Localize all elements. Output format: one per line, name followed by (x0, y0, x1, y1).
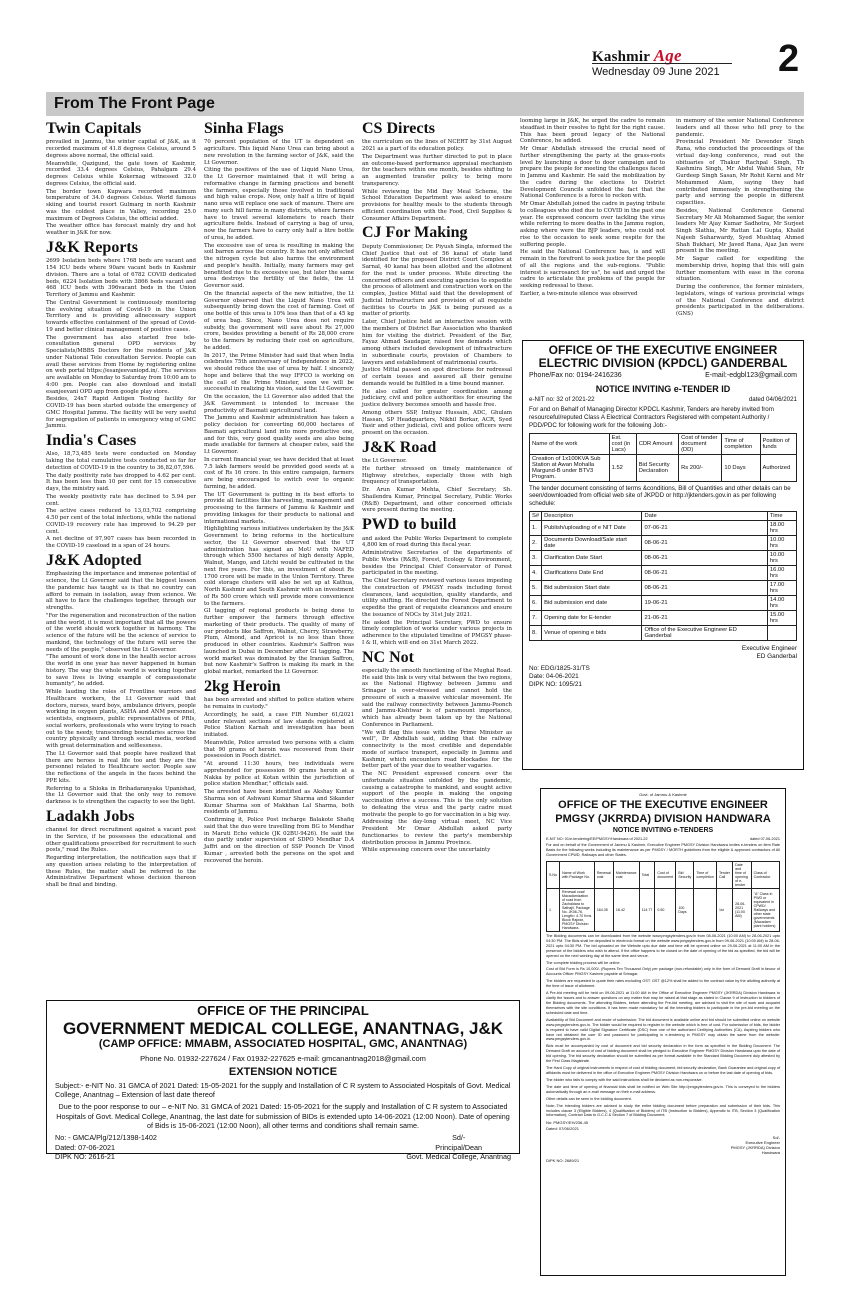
article-paragraph: GI tagging of regional products is being done to further empower the farmers through effective marketing of their products. The quality of many of our products like Saffron, Walnut, Cherry, Strawberry, Plum, Almond, and Apricot is no less than those produced in other countries. Kashmir's Saffron was launched in Dubai in December after GI tagging. The world market was dominated by the Iranian Saffron, but now Kashmir's Saffron is making its mark in the global market, remarked the Lt Governor. (204, 608, 354, 676)
table-cell: S.No (547, 861, 560, 888)
article-paragraph: A net decline of 97,907 cases has been recorded in the COVID-19 caseload in a span of 24 hours. (46, 536, 196, 550)
article-paragraph: "The amount of work done in the health sector across the world in one year has never happened in human history. The way the whole world is working together to save lives is living example of compassionate humanity", he added. (46, 654, 196, 688)
article-paragraph: Mr Omar Abdullah stressed the crucial need of further strengthening the party at the grass-roots level by launching a door to door campaign and to prepare the people for meeting the challenges faced in Jammu and Kashmir. He said the mobilization by the cadre during the elections to District Development Councils unfolded the fact that the National Conference is a force to reckon with. (520, 146, 665, 200)
article-paragraph: The Lt Governor said that people have realized that there are heroes in real life too and they are the personnel related to Healthcare sector. People saw the reflections of the angels in the faces behind the PPE kits. (46, 750, 196, 784)
table-cell: 164.35 (594, 888, 613, 931)
article-paragraph: In current financial year, we have decided that at least 7.5 lakh farmers would be provided good seeds at a cost of Rs 16 crore. In this entire campaign, farmers are being encouraged to switch over to organic farming, he added. (204, 456, 354, 490)
table-row (530, 520, 797, 535)
gmc-extension-notice (46, 1000, 520, 1162)
gmc-title-1: OFFICE OF THE PRINCIPAL (197, 1003, 369, 1018)
pmgsy-nit-no: E-NIT NO: 01/e-tendering/EE/PMGSY/Handwara of 2021-22 (546, 837, 648, 842)
article-paragraph: "We will flag this issue with the Prime Minister as well", Dr Abdullah said, adding that the railway connectivity is the most credible and dependable mode of surface transport, especially in Jammu and Kashmir, which encounters road blockades for the better part of the year due to weather vagaries. (362, 729, 512, 770)
table-row (530, 625, 797, 640)
table-cell: Clarifications Date End (542, 565, 642, 580)
article-paragraph: Emphasizing the importance and immense potential of science, the Lt Governor said that the biggest lesson the pandemic has taught us is that no country can afford to remain in isolation, away from science. We all have to face the challenges together, through our strengths. (46, 571, 196, 612)
article-paragraph: The Jammu and Kashmir administration has taken a policy decision for converting 60,000 hectares of Basmati agricultural land into more productive one, and for this, very good quality seeds are also being made available for farmers at cheaper rates, said the Lt Governor. (204, 415, 354, 456)
article-paragraph: The weekly positivity rate has declined to 5.94 per cent. (46, 493, 196, 507)
article-paragraph: While lauding the roles of Frontline warriors and Healthcare workers, the Lt Governor said that doctors, nurses, ward boys, ambulance drivers, people working in oxygen plants, ASHA and ANM personnel, scientists, engineers, public representatives of PRIs, social workers, professionals who were trying to reach out to the needy, transcending boundaries across the country physically and through social media, worked with great determination and selflessness. (46, 689, 196, 750)
article-paragraph: Later, Chief Justice held an interactive session with the members of District Bar Association who thanked him for visiting the district. President of the Bar, Fayaz Ahmad Saudagar, raised few demands which among others included development of infrastructure in subordinate courts, provision of Chambers to lawyers and establishment of matrimonial courts. (362, 319, 512, 366)
article-headline: CJ For Making (362, 224, 468, 242)
pmgsy-term: Note:-The intending bidders are advised to study the entire bidding document before preparation and submission of their bids. This includes clause 3 (Eligible Bidders), 4 (Qualification of Bidders) of ITB (Instruction to Bidders), Appendix to ITB, Section 3 (Qualification Information), Contract Data to G.C.C & Section 7 of Bidding Document. (546, 1103, 780, 1118)
table-cell: Bid Security Declaration (636, 454, 678, 481)
pmgsy-signature (546, 1135, 780, 1156)
kpdcl-sign-2: ED Ganderbal (756, 653, 797, 661)
table-cell: 1.52 (609, 454, 636, 481)
pmgsy-term: The bidder who fails to comply with the said instructions shall be declared as non-responsive. (546, 1077, 703, 1082)
pmgsy-terms (546, 934, 780, 1118)
table-cell: Creation of 1x100KVA Sub Station at Awan Mohalla Margund-B under BTV3 Program. (530, 454, 610, 481)
article-paragraph: The government has also started free tele-consultation general OPD services by Specialists/MBBS Doctors for the residents of J&K under National Tele consultation Service. People can avail these services from Home by registering online on web portal https://esanjeevaniopd.in/. The services are available on Monday to Saturday from 10:00 am to 4:00 pm. People can also download and install esanjeevani OPD app from google play store. (46, 334, 197, 395)
article-paragraph: The excessive use of urea is resulting in making the soil barren across the country. It has not only affected the nitrogen cycle but also harms the environment and people's health. Initially, many farmers may get benefitted due to its excessive use, but later the same urea destroys the fertility of the fields, the Lt Governor said. (204, 242, 354, 290)
table-row (547, 888, 780, 931)
masthead-rule (592, 63, 732, 64)
table-row (530, 595, 797, 610)
table-cell: Opening date for E-tender (542, 610, 642, 625)
article-paragraph: He also called for greater coordination among judiciary, civil and police authorities for ensuring the justice delivery becomes smooth and hassle free. (362, 388, 512, 409)
article-paragraph: channel for direct recruitment against a vacant post in the Service, if he possesses the educational and other qualifications prescribed for recruitment to such posts," read the Rules. (46, 827, 196, 854)
table-cell: 5. (530, 580, 542, 595)
table-cell: 1st (717, 888, 733, 931)
table-cell: Bid submission Start date (542, 580, 642, 595)
table-cell: Class of Contractor (751, 861, 779, 888)
table-cell: 28-06-2021 (11:00 AM) (733, 888, 752, 931)
article-paragraph: Meanwhile, Qazigund, the gate town of Kashmir, recorded 33.4 degrees Celsius, Pahalgam 29.4 degrees Celsius while Kokernag witnessed 32.0 degrees Celsius, the official said. (46, 160, 196, 187)
article-paragraph: The arrested have been identified as Akshay Kumar Sharma son of Ashwani Kumar Sharma and Sikander Kumar Sharma son of Makkhan Lal Sharma, both residents of Jammu. (204, 789, 354, 816)
page-number: 2 (778, 38, 800, 80)
kpdcl-tender-notice (522, 340, 804, 770)
table-cell: 18.42 (613, 888, 639, 931)
article-paragraph: prevailed in Jammu, the winter capital of J&K, as it recorded maximum of 41.8 degrees Celsius, around 5 degrees above normal, the official said. (46, 139, 196, 159)
gmc-date: Dated: 07-06-2021 (55, 1142, 115, 1152)
signature-line: Handwara (761, 1150, 780, 1156)
gmc-no: No: - GMCA/Plg/212/1398-1402 (55, 1133, 157, 1143)
article-paragraph: During the conference, the former ministers, legislators, wings of various provincial wings of the National Conference and district presidents participated in the deliberations. (GNS) (676, 284, 804, 317)
article-paragraph: Accordingly, he said, a case FIR Number 61/2021 under relevant sections of law stands registered at Police Station Karnah and investigation has been initiated. (204, 711, 354, 739)
table-cell: Bid submission end date (542, 595, 642, 610)
article-paragraph: Besides, National Conference General Secretary Mr Ali Mohammed Sagar, the senior leaders Mr Ajay Kumar Sadhotra, Mr Surjeet Singh Slathia, Mr Rattan Lal Gupta, Khalid Najeeb Suharwardy, Syed Mushtaq Ahmed Shah Bukhari, Mr Javed Rana, Ajaz Jan were present in the meeting. (676, 207, 804, 255)
article-paragraph: The Department was further directed to put in place an outcome-based performance appraisal mechanism for the teachers within one month, besides shifting to an augmented transfer policy to bring more transparency. (362, 153, 512, 187)
article-headline: India's Cases (46, 432, 137, 450)
article-paragraph: Provincial President Mr Devender Singh Rana, who conducted the proceedings of the virtual day-long conference, read out the obituaries of Thakur Rachpal Singh, Th Kashmira Singh, Mr Abdul Wahid Shan, Mr Gurdeep Singh Sasan, Mr Rohit Kerni and Mr Mohammed Alam, saying they had contributed immensely in strengthening the party and serving the people in different capacities. (676, 139, 804, 206)
table-cell: 19-06-21 (642, 595, 767, 610)
article-paragraph: The NC President expressed concern over the unfortunate situation unfolded by the pandemic, causing a catastrophe to mankind, and sought active support of the people in making the ongoing vaccination drive a success. This is the only solution to defeating the virus and the party cadre must motivate the people to go for vaccination in a big way. (362, 771, 512, 818)
kpdcl-intro: For and on Behalf of Managing Director KPDCL Kashmir, Tenders are hereby invited from resourceful/reputed Class A Electrical Contractors Registered with competent Authority / PDD/PDC for following work for the following Job:- (529, 406, 774, 429)
table-cell: 7. (530, 610, 542, 625)
article-paragraph: looming large in J&K, he urged the cadre to remain steadfast in their resolve to fight for the right cause. This has been proud legacy of the National Conference, he added. (520, 118, 665, 145)
table-header-row (547, 861, 780, 888)
pmgsy-term: A Pre-bid meeting will be held on 09-06-2021 at 11:00 AM in the Office of Executive Engineer PMGSY (JKRRDA) Division Handwara to clarify the issues and to answer questions on any matter that may be raised at that stage as stated in Clause 9 of instruction to bidders of the Bidding documents. The attending Bidders, before attending the Pre-bid meeting, are advised to visit the site of work and acquaint themselves with the site conditions. It has been made mandatory for all the intending bidders to participate in the pre-bid meeting on the scheduled date and time. (546, 991, 780, 1015)
table-row (530, 550, 797, 565)
table-cell: 0.50 (655, 888, 676, 931)
article-paragraph: Also, 18,73,485 tests were conducted on Monday taking the total cumulative tests conducted so far for detection of COVID-19 in the country to 36,82,07,596. (46, 451, 196, 471)
table-cell: Total (639, 861, 655, 888)
article-paragraph: He further stressed on timely maintenance of Highway stretches, especially those with high frequency of transportation. (362, 465, 512, 486)
table-cell: Cost of tender document (DD) (679, 433, 722, 454)
pmgsy-term: The bidders are requested to quote their rates excluding GST. GST @12% shall be added to the contract value by the allotting authority at the time of issue of allotment. (546, 979, 780, 989)
table-cell: 07-06-21 (642, 520, 767, 535)
pmgsy-term: The Bidding documents can be downloaded from the website www.pmgsytenders.gov.in from 08-06-2021 (10:00 AM) to 28-06-2021 upto 04:30 PM. The Bids shall be deposited in electronic format on the website www.pmgsytenders.gov.in from 09-06-2021 (10:00 AM) to 28-06-2021 upto 04:30 PM. The bid uploaded on the Website upto due date and time will be opened online on 29-06-2021 at 11:00 AM in the presence of the bidders who wish to attend. If the office happens to be closed on the date of opening of the bid as specified, the bid will be opened on the next working day at the same time and venue. (546, 933, 780, 958)
table-header-row (530, 433, 797, 454)
signature-line: Sd/- (452, 1133, 466, 1143)
article-paragraph: Mr Sagar called for expediting the membership drive, hoping that this will gain further momentum with ease in the corona situation. (676, 256, 804, 283)
article-paragraph: Citing the positives of the use of Liquid Nano Urea, the Lt Governor maintained that it will bring a reformative change in farming practices and benefit the farmers, especially those involved in traditional and high value crops. Now, only half a litre of liquid nano urea will replace one sack of manure. There are many such hill farms in many districts, where farmers have to travel several kilometers to reach their agriculture fields. Instead of carrying a bag of urea, now the farmers have to carry only half a litre bottle of urea, he added. (204, 167, 354, 241)
article-headline: J&K Adopted (46, 551, 142, 569)
pmgsy-notice-title: NOTICE INVITING e-TENDERS (612, 827, 714, 835)
article-headline: PWD to build (362, 516, 457, 534)
article-paragraph: in memory of the senior National Conference leaders and all those who fell prey to the pandemic. (676, 118, 804, 138)
article-headline: CS Directs (362, 120, 436, 137)
kpdcl-dipk: DIPK NO: 1095/21 (529, 681, 582, 689)
article-paragraph: The UT Government is putting in its best efforts to provide all facilities like harvesting, management and processing to the farmers of Jammu & Kashmir and providing linkages for their products to national and international markets. (204, 491, 354, 525)
kpdcl-title-1: OFFICE OF THE EXECUTIVE ENGINEER (548, 343, 778, 357)
table-cell: 10.00 hrs (767, 535, 796, 550)
signature-line: PMGSY (JKRRDA) Division (730, 1145, 780, 1151)
table-cell (694, 888, 717, 931)
table-cell: 6. (530, 595, 542, 610)
pmgsy-title-2: PMGSY (JKRRDA) DIVISION HANDWARA (555, 813, 771, 826)
article-headline: 2kg Heroin (204, 677, 281, 695)
issue-date: Wednesday 09 June 2021 (592, 66, 720, 78)
article-headline: Sinha Flags (204, 120, 284, 137)
table-header-row (530, 511, 797, 520)
table-cell: Date and time of opening of e-tender (733, 861, 752, 888)
pmgsy-dipk: DIPK NO: 2689/21 (546, 1157, 580, 1163)
gmc-title-3: (CAMP OFFICE: MMABM, ASSOCIATED HOSPITAL, GMC, ANANTNAG) (98, 1038, 468, 1051)
table-cell: "A" Class in PWD or equivalent in CPWD/ Railways and other state governments (Macadam plant holders) (751, 888, 779, 931)
table-cell: 08-06-21 (642, 535, 767, 550)
masthead (592, 46, 762, 80)
kpdcl-nit-date: dated 04/06/2021 (748, 396, 797, 404)
pmgsy-date: Dated: 07/06/2021 (546, 1125, 579, 1131)
kpdcl-date: Date: 04-06-2021 (529, 672, 579, 680)
article-paragraph: Earlier, a two-minute silence was observed (520, 290, 638, 297)
table-cell: 10 Days (722, 454, 760, 481)
table-cell: 1 (547, 888, 560, 931)
signature-line: Sd/- (772, 1134, 780, 1140)
article-paragraph: especially the smooth functioning of the Mughal Road. He said this link is very vital between the two regions, as the National Highway between Jammu and Srinagar is over-stressed and cannot hold the pressure of such a massive vehicular movement. He said the railway connectivity between Jammu-Poonch and Jammu-Kishtwar is of paramount importance, which has already been taken up by the National Conference in Parliament. (362, 667, 512, 728)
kpdcl-docs-text: The tender document consisting of terms &conditions, Bill of Quantities and other details can be seen/downloaded from official web site of JKPDD or http://jktenders.gov.in as per following schedule: (529, 484, 791, 508)
table-cell: Authorized (760, 454, 797, 481)
article-paragraph: Addressing the day-long virtual meet, NC Vice President Mr Omar Abdullah asked party functionaries to review the party's membership distribution process in Jammu Province. (362, 819, 512, 846)
kpdcl-title-2: ELECTRIC DIVISION (KPDCL) GANDERBAL (538, 356, 788, 371)
kpdcl-notice-title: NOTICE INVITING e-TENDER ID (595, 384, 731, 395)
table-row (530, 454, 797, 481)
article-headline: J&K Road (362, 438, 437, 456)
article-paragraph: The Central Government is continuously monitoring the evolving situation of Covid-19 in the Union Territory and is providing allnecessary support towards effective containment of the spread of Covid-19 and better clinical management of positive cases. (46, 299, 196, 333)
pmgsy-title-1: OFFICE OF THE EXECUTIVE ENGINEER (558, 799, 768, 811)
pmgsy-term: The Hard Copy of original instruments in respect of cost of bidding document, bid security declaration, Bank Guarantee and original copy of affidavits must be delivered in the office of Executive Engineer PMGSY Division Handwara on or before the last date of opening of bids. (546, 1066, 780, 1075)
article-paragraph: Besides, 24x7 Rapid Antigen Testing facility for COVID-19 has been started outside the emergency of GMC Hospital Jammu. The facility will be very useful for segregation of patients in emergency wing of GMC Jammu. (46, 396, 196, 430)
table-cell: Time of completion (694, 861, 717, 888)
table-cell: 14.00 hrs (767, 595, 796, 610)
table-cell: Tender Call (717, 861, 733, 888)
article-paragraph: Administrative Secretaries of the departments of Public Works (R&B), Forest, Ecology & Environment, besides the Principal Chief Conservator of Forest participated in the meeting. (362, 550, 512, 577)
table-cell: Renewal cost (594, 861, 613, 888)
article-headline: NC Not (362, 648, 414, 666)
pmgsy-intro: For and on behalf of the Government of Jammu & Kashmir, Executive Engineer PMGSY Division Handwara invites e-tenders on Item Rate Basis for the following works including its maintenance as per PMGSY / MORTH guidelines from the eligible & approved contractors of All Government CPWD, Railways and other States. (546, 843, 780, 858)
gmc-contact: Phone No. 01932-227624 / Fax 01932-227625 e-mail: gmcanantnag2018@gmail.com (140, 1053, 426, 1063)
newspaper-logo: Kashmir Age (592, 46, 682, 65)
signature-line: Principal/Dean (435, 1142, 483, 1152)
article-paragraph: Deputy Commissioner, Dr. Piyush Singla, informed the Chief Justice that out of 56 kanal of state land identified for the proposed District Court Complex at Sarnal, 40 kanal has been allotted and the allotment for the rest is under process. While directing the concerned officers and executing agencies to expedite the process of allotment and construction work on the complex, Justice Mittal said that the development of Judicial Infrastructure and provision of all requisite facilities to Courts in J&K is being pursued as a matter of priority. (362, 243, 512, 318)
kpdcl-work-table (529, 433, 797, 482)
article-paragraph: On the financial aspects of the new initiative, the Lt Governor observed that the Liquid Nano Urea will subsequently bring down the cost of farming. Cost of one bottle of this urea is 10% less than that of a 45 kg of urea bag. Since, Nano Urea does not require subsidy, the government will save about Rs 27,000 crore, besides providing a benefit of Rs 28,000 crore to the farmers by reducing their cost on agriculture, he added. (204, 290, 354, 351)
table-cell: 10.00 hrs (767, 550, 796, 565)
table-cell: Time (767, 511, 796, 520)
table-cell: Renewal coat/ Macadamization of road from Zachaldara to Sathajil, Package No. JK06-76, Length= 4.70 Kms Block Rajwar, PMGSY Division Handwara. (560, 888, 595, 931)
table-cell: Est. cost (in Lacs) (609, 433, 636, 454)
gmc-body: Due to the poor response to our – e-NIT No. 31 GMCA of 2021 Dated: 15-05-2021 for the supply and Installation of C R system to Associated Hospitals of Govt. Medical College, Anantnag, the last date for submission of BIDs is extended upto 14-06-2021 (12:00 Noon). Date of opening of Bids is 15-06-2021 (12:00 Noon), all other terms and conditions shall remain same. (56, 1102, 510, 1131)
table-row (530, 565, 797, 580)
kpdcl-sign-1: Executive Engineer (741, 644, 797, 652)
table-cell: Bid Security (676, 861, 694, 888)
gmc-dipk: DIPK NO: 2616-21 (55, 1152, 115, 1162)
table-row (530, 535, 797, 550)
table-cell: 15.00 hrs (767, 610, 796, 625)
article-paragraph: The border town Kupwara recorded maximum temperature of 34.0 degrees Celsius. World famous skiing and tourist resort Gulmarg in north Kashmir was the coldest place in Valley, recording 25.0 maximum of Degrees Celsius, the official added. (46, 188, 196, 222)
article-paragraph: 70 percent population of the UT is dependent on agriculture. This liquid Nano Urea can bring about a new revolution in the farming sector of J&K, said the Lt Governor. (204, 139, 354, 166)
table-cell: S# (530, 511, 542, 520)
table-cell: 18.00 hrs (767, 520, 796, 535)
article-paragraph: While reviewing the Mid Day Meal Scheme, the School Education Department was asked to ensure provisions for healthy meals to the students through efficient coordination with the Food, Civil Supplies & Consumer Affairs Department. (362, 188, 512, 222)
article-paragraph: Referring to a Shloka in Brihadaranyaka Upanishad, the Lt Governor said that the only way to remove darkness is to strengthen the capacity to see the light. (46, 785, 196, 806)
article-paragraph: Regarding interpretation, the notification says that if any question arises relating to the interpretation of these Rules, the matter shall be referred to the Administrative Department whose decision thereon shall be final and binding. (46, 855, 196, 889)
gmc-title-2: GOVERNMENT MEDICAL COLLEGE, ANANTNAG, J&K (62, 1018, 504, 1038)
table-cell: 3. (530, 550, 542, 565)
pmgsy-gov: Govt. of Jammu & Kashmir (639, 792, 687, 797)
kpdcl-phone: Phone/Fax no: 0194-2416236 (529, 372, 622, 380)
table-cell: Name of Work with Package No. (560, 861, 595, 888)
article-paragraph: Highlighting various initiatives undertaken by the J&K Government to bring reforms in the horticulture sector, the Lt Governor observed that the UT administration has signed an MoU with NAFED through which 5500 hectares of high density Apple, Walnut, Mango, and Litchi would be cultivated in the next five years. For this, an investment of about Rs 1700 crore will be made in the Union Territory. Three cold storage clusters will also be set up at Kathua, North Kashmir and South Kashmir with an investment of Rs 500 crore which will provide more convenience to the farmers. (204, 526, 354, 607)
gmc-signature (406, 1133, 511, 1161)
table-cell: Documents Download/Sale start date (542, 535, 642, 550)
pmgsy-tender-notice (540, 788, 786, 1276)
pmgsy-term: Availability of Bid Document and mode of submission: The bid document is available online and bid should be submitted online on website www.pmgsytenders.gov.in. The bidder would be required to register in the website which is free of cost. For submission of bids, the bidder is required to have valid Digital Signature Certificate (DSC) from one of the authorized Certifying Authorities (CA). Aspiring bidders who have not obtained the user ID and password for participating in e-tendering in PMGSY may obtain the same from the website: www.pmgsytenders.gov.in. (546, 1017, 780, 1042)
table-cell: CDR Amount (636, 433, 678, 454)
pmgsy-term: Other details can be seen in the bidding document. (546, 1096, 632, 1101)
pmgsy-nit-date: dated 07-06-2021 (750, 837, 780, 842)
table-cell: 08-06-21 (642, 580, 767, 595)
kpdcl-no: No: EDG/1825-31/TS (529, 664, 590, 672)
article-paragraph: Among others SSP, Imtiyaz Hussain, ADC, Ghulam Hassan, SP Headquarters, Nikhil Borkar, ACR, Syed Yasir and other judicial, civil and police officers were present on the occasion. (362, 409, 512, 437)
table-cell: 1. (530, 520, 542, 535)
table-cell: 17.00 hrs (767, 580, 796, 595)
kpdcl-nit-no: e-NIT no: 32 of 2021-22 (529, 396, 595, 404)
table-cell: Maintenance cost (613, 861, 639, 888)
pmgsy-term: Cost of Bid Form is Rs 10,000/- (Rupees Ten Thousand Only) per package (non-refundable) only in the form of Demand Draft in favour of Accounts Officer PMGSY Kashmir payable at Srinagar. (546, 967, 780, 977)
pmgsy-no: No: PMGSY/EH/236-45 (546, 1120, 589, 1126)
table-cell: Name of the work (530, 433, 610, 454)
article-paragraph: the Lt Governor. (362, 458, 407, 465)
article-paragraph: has been arrested and shifted to police station where he remains in custody." (204, 697, 354, 711)
table-cell: Rs 200/- (679, 454, 722, 481)
pmgsy-term: The date and time of opening of financial bids shall be notified on Web Site http://pmgsytenders.gov.in. This is conveyed to the bidders automatically through an e-mail message on their e-mail address. (546, 1084, 780, 1094)
article-paragraph: "At around 11:30 hours, two individuals were apprehended for possession 90 grams heroin at a Nakka by police at Kotan within the jurisdiction of police station Mendhar," officials said. (204, 761, 354, 788)
article-paragraph: Mr Omar Abdullah joined the cadre in paying tribute to colleagues who died due to COVID in the past one year. He expressed concern over tackling the virus while referring to more deaths in the Jammu region, asking where were the BJP leaders, who could not rise to the occasion to seek some respite for the suffering people. (520, 201, 665, 248)
article-paragraph: Confirming it, Police Post incharge Balakote Shafiq said that the duo were travelling from BG to Mendhar in Maruti Echo vehicle (JK 02BU-9426). He said the duo partly under supervision of SDPO Mendhar D.A Jaffri and on the direction of SSP Poonch Dr Vinod Kumar , arrested both the persons on the spot and recovered the heroin. (204, 817, 354, 864)
table-cell: Clarification Date Start (542, 550, 642, 565)
article-paragraph: the curriculum on the lines of NCERT by 31st August 2021 as a part of its education policy. (362, 139, 512, 153)
table-cell: Office of the Executive Engineer ED Ganderbal (642, 625, 767, 640)
table-row (530, 610, 797, 625)
article-paragraph: "For the regeneration and reconstruction of the nation and the world, it is most important that all the powers of the world should work together in harmony. The science of the future will be the science of service to mankind, the technology of the future will serve the needs of the people," observed the Lt Governor. (46, 612, 196, 653)
pmgsy-term: The complete bidding process will be online. (546, 960, 621, 965)
gmc-notice-title: EXTENSION NOTICE (228, 1065, 338, 1078)
table-cell: 21-06-21 (642, 610, 767, 625)
table-cell: 2. (530, 535, 542, 550)
article-paragraph: The Chief Secretary reviewed various issues impeding the construction of PMGSY roads including forest clearances, land acquisition, quality standards, and utility shifting. He directed the Forest Department to expedite the grant of requisite clearances and ensure the issuance of NOCs by 31st July 2021. (362, 578, 512, 618)
kpdcl-email: E-mail:-edgbl123@gmail.com (705, 372, 797, 380)
article-paragraph: and asked the Public Works Department to complete 4,800 km of road during this fiscal year. (362, 535, 512, 549)
table-cell (767, 625, 796, 640)
table-cell: 08-06-21 (642, 565, 767, 580)
table-cell: Time of completion (722, 433, 760, 454)
article-paragraph: The daily positivity rate has dropped to 4.62 per cent. It has been less than 10 per cent for 15 consecutive days, the ministry said. (46, 472, 196, 493)
table-cell: 16.00 hrs (767, 565, 796, 580)
article-paragraph: He said the National Conference has, is and will remain in the forefront to seek justice for the people of all the regions and the sub-regions. "Public interest is sacrosanct for us", he said and urged the cadre to articulate the problems of the people for seeking redressal to these. (520, 249, 665, 289)
gmc-subject: Subject:- e-NIT No. 31 GMCA of 2021 Dated: 15-05-2021 for the supply and Installation of C R system to Associated Hospitals of Govt. Medical College, Anantnag – Extension of last date thereof (55, 1080, 511, 1100)
article-headline: Twin Capitals (46, 120, 142, 137)
pmgsy-work-table (546, 861, 780, 932)
signature-line: Executive Engineer (745, 1139, 780, 1145)
table-cell: Date (642, 511, 767, 520)
article-paragraph: While expressing concern over the uncertainty (362, 847, 491, 854)
table-row (530, 580, 797, 595)
article-headline: Ladakh Jobs (46, 807, 135, 825)
article-paragraph: He asked the Principal Secretary, PWD to ensure timely completion of works under various projects in adherence to the stipulated timeline of PMGSY phase-I & II, which will end on 31st March 2022. (362, 619, 512, 646)
table-cell: 4. (530, 565, 542, 580)
table-cell: 8. (530, 625, 542, 640)
table-cell: Publish/uploading of e NIT Date (542, 520, 642, 535)
table-cell: 08-06-21 (642, 550, 767, 565)
article-paragraph: On the occasion, the Lt Governor also added that the J&K Government is intended to increase the productivity of Basmati agricultural land. (204, 394, 354, 414)
article-paragraph: The weather office has forecast mainly dry and hot weather in J&K for now. (46, 223, 196, 237)
article-headline: J&K Reports (46, 238, 138, 256)
article-paragraph: In 2017, the Prime Minister had said that when India celebrates 75th anniversary of Independence in 2022, we should reduce the use of urea by half. I sincerely hope and believe that the way IFFCO is working on the call of the Prime Minister, soon we will be successful in realizing his vision, said the Lt Governor. (204, 352, 354, 393)
pmgsy-term: Bids must be accompanied by cost of document and bid security declaration in the form as specified in the Bidding Document. The Demand Draft on account of cost of bidding document shall be pledged to Executive Engineer PMGSY Division Handwara upto the date of bid opening. The bid security declaration should be submitted as per format available in the Standard Bidding Document duly attested by the First Class Magistrate. (546, 1044, 780, 1064)
article-paragraph: 2699 Isolation beds where 1768 beds are vacant and 154 ICU beds where 90are vacant beds in Kashmir division. There are a total of 6782 COVID dedicated beds, 6224 Isolation beds with 3866 beds vacant and 468 ICU beds with 396vacant beds in the Union Territory of Jammu and Kashmir. (46, 258, 196, 299)
table-cell: 100 Days (676, 888, 694, 931)
table-cell: Venue of opening e bids (542, 625, 642, 640)
section-title: From The Front Page (46, 92, 804, 116)
signature-line: Govt. Medical College, Anantnag (406, 1152, 511, 1162)
table-cell: Cost of document (655, 861, 676, 888)
table-cell: Position of funds (760, 433, 797, 454)
kpdcl-schedule-table (529, 511, 797, 641)
article-paragraph: Dr. Arun Kumar Mehta, Chief Secretary; Sh. Shailendra Kumar, Principal Secretary, Public Works (R&B) Department, and other concerned officials were present during the meeting. (362, 487, 512, 514)
article-paragraph: Justice Mittal passed on spot directions for redressal of certain issues and assured all their genuine demands would be fulfilled in a time bound manner. (362, 367, 512, 387)
article-paragraph: Meanwhile, Police arrested two persons with a claim that 90 grams of heroin was recovered from their possession in Pooch district. (204, 739, 354, 760)
table-cell: Description (542, 511, 642, 520)
table-cell: 114.77 (639, 888, 655, 931)
article-paragraph: The active cases reduced to 13,03,702 comprising 4.50 per cent of the total infections, while the national COVID-19 recovery rate has improved to 94.29 per cent. (46, 508, 196, 535)
